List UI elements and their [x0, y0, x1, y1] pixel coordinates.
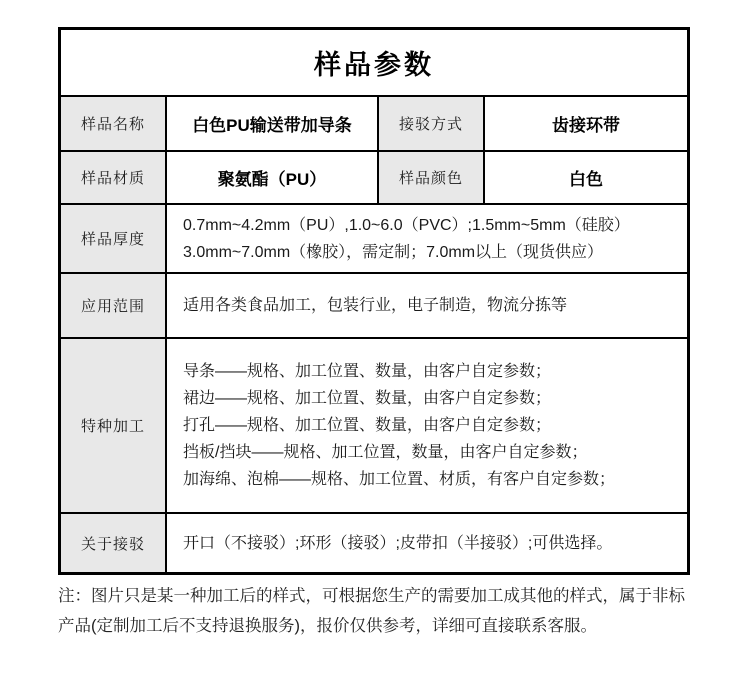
- text-line: 打孔——规格、加工位置、数量，由客户自定参数；: [183, 417, 552, 434]
- spec-label-thickness: 样品厚度: [61, 203, 165, 272]
- text-line: 3.0mm~7.0mm（橡胶），需定制；7.0mm以上（现货供应）: [183, 243, 604, 261]
- text-line: 0.7mm~4.2mm（PU）,1.0~6.0（PVC）;1.5mm~5mm（硅胶）: [183, 216, 630, 234]
- spec-label-sample-name: 样品名称: [61, 95, 165, 150]
- spec-value-material: 聚氨酯（PU）: [165, 150, 377, 203]
- spec-value-about-joint: [165, 512, 687, 572]
- text-line: 挡板/挡块——规格、加工位置，数量，由客户自定参数；: [183, 444, 588, 461]
- spec-label-about-joint: 关于接驳: [61, 512, 165, 572]
- text-line: 开口（不接驳）;环形（接驳）;皮带扣（半接驳）;可供选择。: [183, 534, 613, 552]
- spec-label-application: 应用范围: [61, 272, 165, 337]
- text-line: 适用各类食品加工，包装行业，电子制造，物流分拣等: [183, 297, 568, 314]
- spec-label-special-processing: 特种加工: [61, 337, 165, 512]
- spec-value-thickness: [165, 203, 687, 272]
- spec-value-application: [165, 272, 687, 337]
- sample-parameters-table: [58, 27, 690, 575]
- spec-value-color: 白色: [483, 150, 687, 203]
- spec-value-special-processing: [165, 337, 687, 512]
- footer-note: 注：图片只是某一种加工后的样式，可根据您生产的需要加工成其他的样式，属于非标产品(定制加工后不支持退换服务)，报价仅供参考，详细可直接联系客服。: [58, 587, 685, 635]
- spec-label-color: 样品颜色: [377, 150, 483, 203]
- text-line: 裙边——规格、加工位置、数量，由客户自定参数；: [183, 390, 552, 407]
- spec-label-material: 样品材质: [61, 150, 165, 203]
- text-line: 导条——规格、加工位置、数量，由客户自定参数；: [183, 363, 552, 380]
- text-line: 加海绵、泡棉——规格、加工位置、材质，有客户自定参数；: [183, 471, 616, 488]
- spec-value-sample-name: 白色PU输送带加导条: [165, 95, 377, 150]
- spec-label-joint-method: 接驳方式: [377, 95, 483, 150]
- spec-value-joint-method: 齿接环带: [483, 95, 687, 150]
- table-title: 样品参数: [314, 50, 434, 80]
